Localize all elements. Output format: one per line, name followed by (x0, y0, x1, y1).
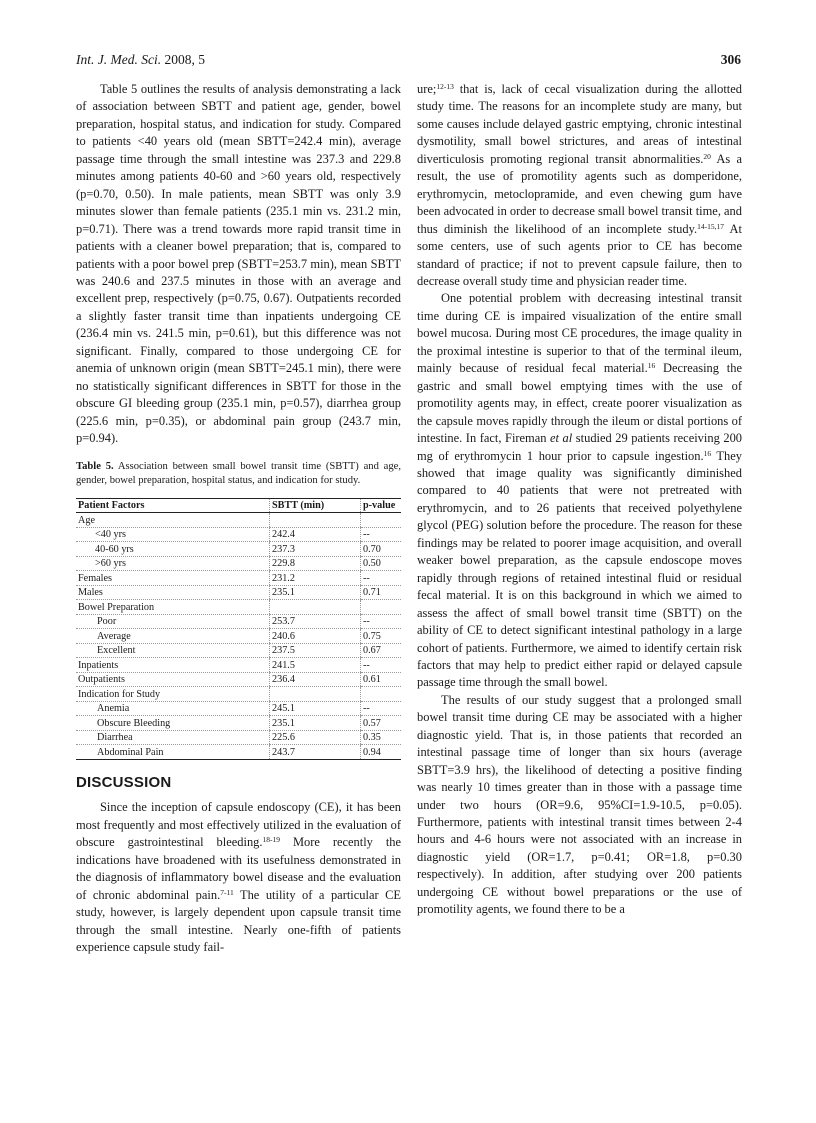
cell-factor: Males (76, 585, 270, 600)
cell-sbtt: 242.4 (270, 527, 361, 542)
text-run: ure; (417, 82, 437, 96)
cell-p-value: -- (361, 571, 402, 586)
left-column (76, 81, 401, 956)
discussion-paragraph-1 (76, 799, 401, 956)
table-row (76, 672, 401, 687)
table-row (76, 542, 401, 557)
header-p-value: p-value (361, 498, 402, 513)
discussion-paragraph-2 (417, 290, 742, 691)
cell-sbtt (270, 513, 361, 528)
table-5 (76, 498, 401, 760)
cell-p-value (361, 600, 402, 615)
table-row (76, 643, 401, 658)
table-caption-text: Association between small bowel transit time (SBTT) and age, gender, bowel preparation, hospital status, and indication for study. (76, 460, 401, 486)
table-row (76, 513, 401, 528)
cell-p-value: 0.50 (361, 556, 402, 571)
cell-factor: Inpatients (76, 658, 270, 673)
text-run: The results of our study suggest that a prolonged small bowel transit time during CE may be associated with a higher diagnostic yield. That is, in those patients that recorded an intestinal passage time of longer than six hours (average SBTT=3.9 hrs), the likelihood of detecting a positive finding was nearly 10 times greater than in those with a passage time under two hours (OR=9.6, 95%CI=1.9-10.5, p=0.05). Furthermore, patients with intestinal transit times between 2-4 hours and 4-6 hours were not associated with an increase in diagnostic yield (OR=1.7, p=0.41; OR=1.8, p=0.30 respectively). In addition, after studying over 200 patients undergoing CE without bowel preparations or the use of promotility agents, we found there to be a (417, 692, 742, 917)
discussion-paragraph-1-continued (417, 81, 742, 290)
cell-p-value: -- (361, 701, 402, 716)
journal-title: Int. J. Med. Sci. 2008, 5 (76, 52, 205, 67)
cell-p-value: 0.67 (361, 643, 402, 658)
cell-p-value: 0.35 (361, 730, 402, 745)
table-caption-label: Table 5. (76, 460, 114, 472)
citation-ref: 16 (647, 361, 656, 371)
cell-p-value: 0.61 (361, 672, 402, 687)
cell-p-value: 0.57 (361, 716, 402, 731)
cell-sbtt: 229.8 (270, 556, 361, 571)
cell-factor: Indication for Study (76, 687, 270, 702)
page-number: 306 (720, 52, 741, 67)
right-column (417, 81, 742, 919)
cell-sbtt: 237.5 (270, 643, 361, 658)
cell-factor: >60 yrs (76, 556, 270, 571)
cell-p-value: -- (361, 658, 402, 673)
text-run: At some centers, use of such agents prior to CE has become standard of practice; if not to prevent capsule failure, then to decrease overall study time and physician reader time. (417, 221, 742, 288)
table-row (76, 716, 401, 731)
running-header (76, 52, 741, 72)
cell-factor: Abdominal Pain (76, 745, 270, 760)
cell-factor: Excellent (76, 643, 270, 658)
text-run: The utility of a particular CE study, however, is largely dependent upon capsule transit time through the small intestine. Nearly one-fifth of patients experience capsule study fail- (76, 887, 402, 954)
table-row (76, 745, 401, 760)
cell-factor: Bowel Preparation (76, 600, 270, 615)
cell-sbtt: 235.1 (270, 716, 361, 731)
cell-p-value: -- (361, 614, 402, 629)
table-row (76, 571, 401, 586)
cell-sbtt: 243.7 (270, 745, 361, 760)
cell-factor: Diarrhea (76, 730, 270, 745)
cell-sbtt: 245.1 (270, 701, 361, 716)
cell-sbtt: 235.1 (270, 585, 361, 600)
text-run: As a result, the use of promotility agents such as domperidone, erythromycin, metoclopramide, and even chewing gum have been advocated in order to decrease small bowel transit time, and thus diminish the likelihood of an incomplete study. (417, 151, 742, 236)
table-header-row (76, 498, 401, 513)
results-paragraph (76, 81, 401, 448)
cell-factor: Anemia (76, 701, 270, 716)
table-row (76, 585, 401, 600)
table-row (76, 658, 401, 673)
table-row (76, 701, 401, 716)
cell-sbtt: 231.2 (270, 571, 361, 586)
table-row (76, 527, 401, 542)
text-run: Table 5 outlines the results of analysis demonstrating a lack of association between SBTT and patient age, gender, bowel preparation, hospital status, and indication for study. Compared to patients <40 years old (mean SBTT=242.4 min), average passage time through the small intestine was 237.3 and 229.8 minutes among patients 40-60 and >60 years old, respectively (p=0.70, 0.50). In male patients, mean SBTT was only 3.9 minutes slower than female patients (235.1 min vs. 231.2 min, p=0.71). There was a trend towards more rapid transit time in patients with a cleaner bowel preparation; that is, compared to patients with a poor bowel prep (SBTT=253.7 min), mean SBTT was 240.6 and 237.5 minutes in those with an average and excellent prep, respectively (p=0.75, 0.67). Outpatients recorded a slightly faster transit time than inpatients undergoing CE (236.4 min vs. 241.5 min, p=0.61), but this difference was not significant. Finally, compared to those undergoing CE for anemia of unknown origin (mean SBTT=245.1 min), there were no statistically significant differences in SBTT for those in the obscure GI bleeding group (235.1 min, p=0.57), diarrhea group (225.6 min, p=0.35), or abdominal pain group (243.7 min, p=0.94). (76, 82, 401, 446)
cell-factor: Outpatients (76, 672, 270, 687)
citation-ref: 12-13 (436, 82, 454, 91)
cell-p-value: 0.71 (361, 585, 402, 600)
cell-factor: Females (76, 571, 270, 586)
cell-sbtt: 237.3 (270, 542, 361, 557)
citation-ref: 14-15,17 (697, 221, 725, 231)
cell-p-value: 0.75 (361, 629, 402, 644)
citation-ref: 7-11 (220, 887, 234, 897)
text-run: that is, lack of cecal visualization during the allotted study time. The reasons for an incomplete study are many, but some causes include delayed gastric emptying, chronic intestinal dysmotility, small bowel strictures, and areas of intestinal diverticulosis promoting regional transit abnormalities. (417, 82, 742, 166)
cell-sbtt (270, 600, 361, 615)
cell-sbtt: 253.7 (270, 614, 361, 629)
text-run: studied 29 patients receiving 200 mg of erythromycin 1 hour prior to capsule ingestion. (417, 431, 743, 463)
discussion-heading: DISCUSSION (76, 773, 172, 791)
cell-factor: Average (76, 629, 270, 644)
cell-p-value: 0.70 (361, 542, 402, 557)
header-sbtt: SBTT (min) (270, 498, 361, 513)
cell-factor: <40 yrs (76, 527, 270, 542)
cell-p-value (361, 687, 402, 702)
cell-p-value: 0.94 (361, 745, 402, 760)
table-body (76, 513, 401, 760)
cell-factor: Poor (76, 614, 270, 629)
header-patient-factors: Patient Factors (76, 498, 270, 513)
table-caption (76, 460, 401, 488)
table-row (76, 629, 401, 644)
cell-p-value: -- (361, 527, 402, 542)
citation-ref: 16 (703, 448, 712, 458)
table-row (76, 614, 401, 629)
discussion-paragraph-3 (417, 692, 742, 919)
text-run: One potential problem with decreasing intestinal transit time during CE is impaired visualization of the entire small bowel mucosa. During most CE procedures, the image quality in the proximal intestine is superior to that of the terminal ileum, mainly because of residual fecal material. (417, 291, 742, 376)
text-run: More recently the indications have broadened with its usefulness demonstrated in the diagnosis of inflammatory bowel disease and the evaluation of chronic abdominal pain. (76, 835, 402, 902)
italic-text: et al (550, 431, 573, 446)
citation-ref: 20 (703, 151, 711, 161)
table-row (76, 600, 401, 615)
table-row (76, 687, 401, 702)
cell-sbtt: 241.5 (270, 658, 361, 673)
cell-factor: Obscure Bleeding (76, 716, 270, 731)
cell-p-value (361, 513, 402, 528)
table-row (76, 556, 401, 571)
cell-factor: Age (76, 513, 270, 528)
cell-sbtt: 225.6 (270, 730, 361, 745)
table-row (76, 730, 401, 745)
text-run: Since the inception of capsule endoscopy (CE), it has been most frequently and most effectively utilized in the evaluation of obscure gastrointestinal bleeding. (76, 800, 401, 850)
cell-sbtt: 236.4 (270, 672, 361, 687)
citation-ref: 18-19 (262, 835, 280, 845)
cell-sbtt (270, 687, 361, 702)
text-run: Decreasing the gastric and small bowel emptying times with the use of promotility agents may, in effect, create poorer visualization as the capsule moves rapidly through the ileum or distal portions of intestine. In fact, Fireman (417, 361, 742, 446)
cell-sbtt: 240.6 (270, 629, 361, 644)
text-run: They showed that image quality was significantly diminished compared to 40 patients that were not pretreated with erythromycin, and to 26 patients that received polyethylene glycol (PEG) solution before the procedure. The reason for these findings may be related to poorer image acquisition, and overall weaker bowel preparation, as the capsule endoscope moves rapidly through regions of retained intestinal fluid or residual fecal material. It is on this background in which we aimed to assess the affect of small bowel transit time (SBTT) on the ability of CE to detect significant intestinal pathology in a large cohort of patients. Furthermore, we aimed to identify certain risk factors that may help to predict either rapid or delayed capsule passage time through the small bowel. (417, 448, 742, 690)
cell-factor: 40-60 yrs (76, 542, 270, 557)
